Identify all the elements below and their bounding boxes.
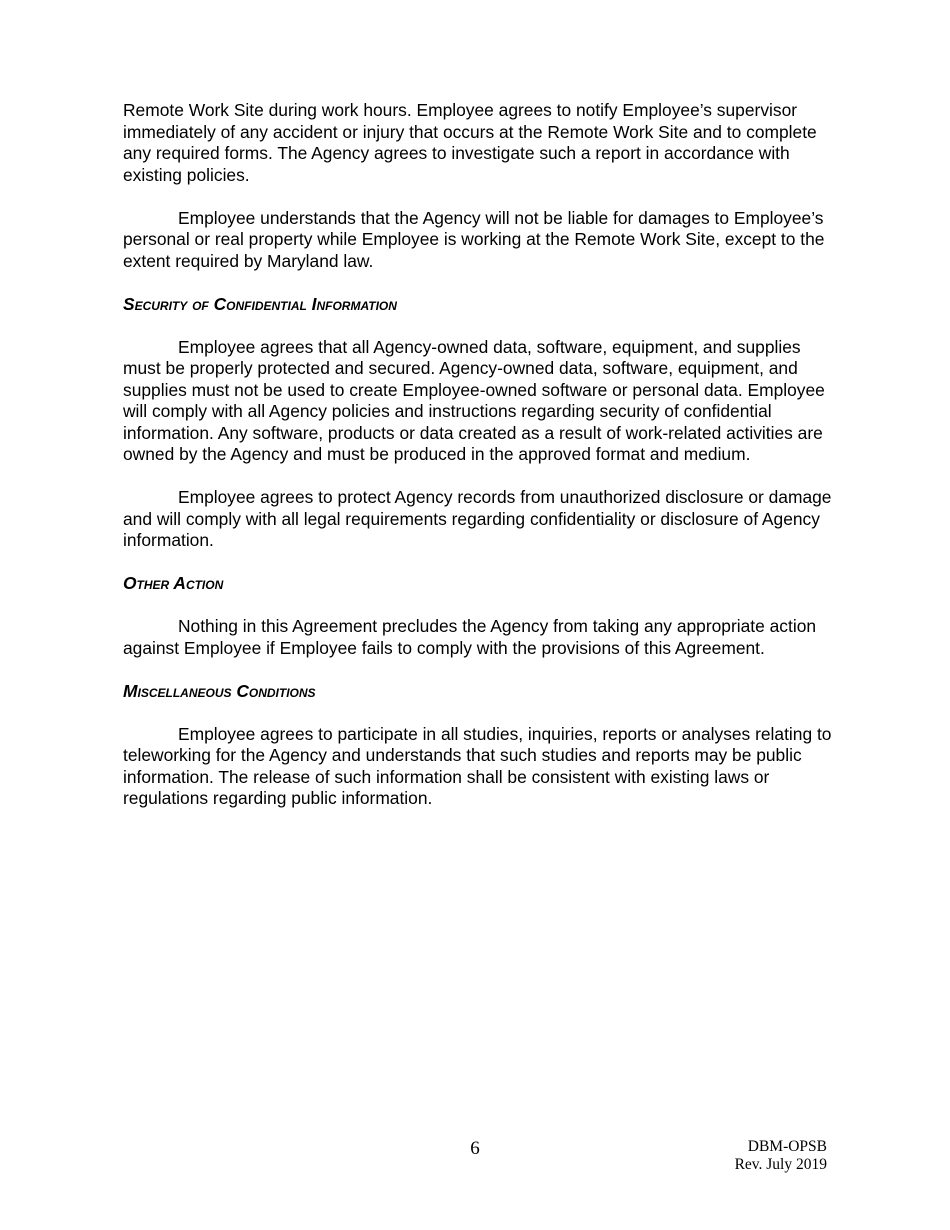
paragraph-other-action: Nothing in this Agreement precludes the Agency from taking any appropriate action against Employee if Employee fails to comply with the provisions of this Agreement.	[123, 616, 817, 658]
footer-revision-block	[735, 1138, 827, 1174]
paragraph-protect-records: Employee agrees to protect Agency records from unauthorized disclosure or damage and will comply with all legal requirements regarding confidentiality or disclosure of Agency information.	[123, 487, 832, 550]
footer-revision: Rev. July 2019	[734, 1156, 827, 1173]
footer-org: DBM-OPSB	[747, 1138, 827, 1155]
paragraph-liability: Employee understands that the Agency will not be liable for damages to Employee’s personal or real property while Employee is working at the Remote Work Site, except to the extent required by Maryland law.	[123, 207, 825, 271]
document-body	[123, 100, 833, 831]
page-number: 6	[470, 1138, 480, 1159]
paragraph-agency-owned-data: Employee agrees that all Agency-owned data, software, equipment, and supplies must be properly protected and secured. Agency-owned data, software, equipment, and supplies must not be used to create Employee-owned software or personal data. Employee will comply with all Agency policies and instructions regarding security of confidential information. Any software, products or data created as a result of work-related activities are owned by the Agency and must be produced in the approved format and medium.	[123, 336, 825, 464]
paragraph-miscellaneous: Employee agrees to participate in all studies, inquiries, reports or analyses relating to teleworking for the Agency and understands that such studies and reports may be public information. The release of such information shall be consistent with existing laws or regulations regarding public information.	[123, 723, 832, 808]
heading-security-confidential-information: Security of Confidential Information	[123, 293, 397, 314]
paragraph-remote-work-injury: Remote Work Site during work hours. Employee agrees to notify Employee’s supervisor immediately of any accident or injury that occurs at the Remote Work Site and to complete any required forms. The Agency agrees to investigate such a report in accordance with existing policies.	[123, 100, 817, 185]
heading-other-action: Other Action	[123, 573, 224, 593]
heading-miscellaneous-conditions: Miscellaneous Conditions	[123, 680, 316, 701]
